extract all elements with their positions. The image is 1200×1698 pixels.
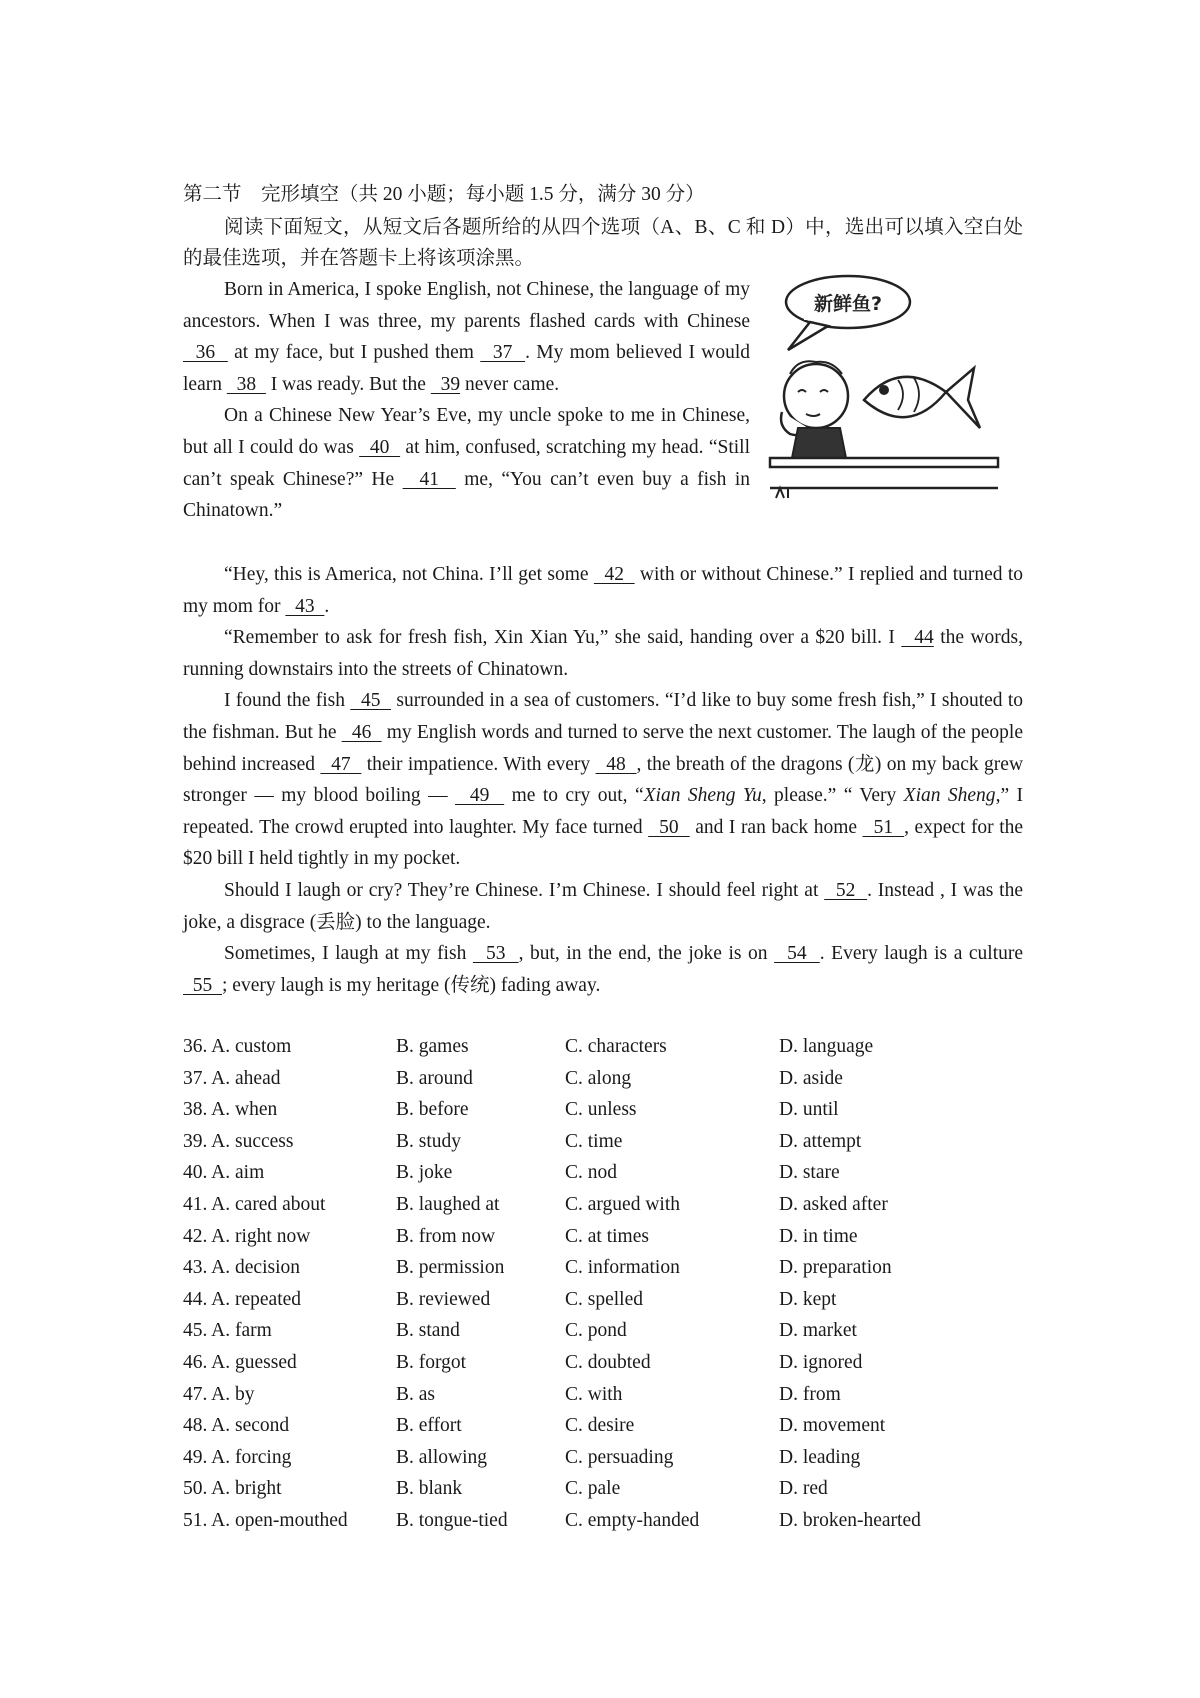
option-a[interactable]: 47. A. by bbox=[183, 1383, 255, 1405]
option-a[interactable]: 44. A. repeated bbox=[183, 1288, 302, 1310]
option-b[interactable]: B. forgot bbox=[396, 1351, 467, 1373]
option-d[interactable]: D. red bbox=[779, 1478, 828, 1500]
option-a[interactable]: 50. A. bright bbox=[183, 1478, 282, 1500]
question-48-options bbox=[183, 1410, 1023, 1442]
option-a[interactable]: 43. A. decision bbox=[183, 1257, 300, 1279]
option-a[interactable]: 36. A. custom bbox=[183, 1036, 292, 1057]
question-37-options bbox=[183, 1063, 1023, 1095]
blank-43: 43 bbox=[285, 595, 325, 617]
option-c[interactable]: C. characters bbox=[565, 1036, 667, 1057]
question-42-options bbox=[183, 1221, 1023, 1253]
question-36-options bbox=[183, 1031, 1023, 1063]
option-c[interactable]: C. at times bbox=[565, 1225, 649, 1247]
question-47-options bbox=[183, 1379, 1023, 1411]
question-49-options bbox=[183, 1442, 1023, 1474]
blank-40: 40 bbox=[359, 436, 401, 458]
question-38-options bbox=[183, 1094, 1023, 1126]
option-a[interactable]: 37. A. ahead bbox=[183, 1067, 281, 1089]
paragraph-7: Sometimes, I laugh at my fish 53 , but, in the end, the joke is on 54 . Every laugh is a culture 55 ; every laugh is my heritage (传统) fading away. bbox=[183, 943, 1024, 996]
option-d[interactable]: D. language bbox=[779, 1036, 874, 1057]
option-d[interactable]: D. market bbox=[779, 1320, 857, 1342]
question-50-options bbox=[183, 1473, 1023, 1505]
option-b[interactable]: B. before bbox=[396, 1099, 469, 1121]
paragraph-2: On a Chinese New Year’s Eve, my uncle spoke to me in Chinese, but all I could do was 40 at him, confused, scratching my head. “Still can’t speak Chinese?” He 41 me, “You can’t even buy a fish in Chinatown.” bbox=[183, 405, 750, 522]
passage-top bbox=[183, 274, 750, 527]
paragraph-4: “Remember to ask for fresh fish, Xin Xian Yu,” she said, handing over a $20 bill. I 44 the words, running downstairs into the streets of Chinatown. bbox=[183, 627, 1023, 680]
option-c[interactable]: C. desire bbox=[565, 1415, 635, 1437]
option-a[interactable]: 39. A. success bbox=[183, 1130, 294, 1152]
option-c[interactable]: C. pond bbox=[565, 1320, 627, 1342]
blank-49: 49 bbox=[455, 785, 505, 807]
option-b[interactable]: B. effort bbox=[396, 1415, 462, 1437]
option-a[interactable]: 48. A. second bbox=[183, 1415, 290, 1437]
blank-51: 51 bbox=[862, 816, 905, 838]
option-b[interactable]: B. allowing bbox=[396, 1446, 487, 1468]
blank-54: 54 bbox=[774, 943, 820, 965]
question-43-options bbox=[183, 1252, 1023, 1284]
blank-53: 53 bbox=[472, 943, 519, 965]
question-39-options bbox=[183, 1126, 1023, 1158]
option-b[interactable]: B. blank bbox=[396, 1478, 463, 1500]
blank-36: 36 bbox=[183, 342, 228, 364]
option-c[interactable]: C. spelled bbox=[565, 1288, 643, 1310]
option-b[interactable]: B. tongue-tied bbox=[396, 1509, 508, 1531]
option-d[interactable]: D. attempt bbox=[779, 1130, 862, 1152]
paragraph-6: Should I laugh or cry? They’re Chinese. I’m Chinese. I should feel right at 52 . Instead , I was the joke, a disgrace (丢脸) to the language. bbox=[183, 879, 1023, 933]
question-40-options bbox=[183, 1157, 1023, 1189]
option-c[interactable]: C. nod bbox=[565, 1162, 618, 1184]
question-41-options bbox=[183, 1189, 1023, 1221]
question-45-options bbox=[183, 1315, 1023, 1347]
option-b[interactable]: B. study bbox=[396, 1130, 462, 1152]
option-b[interactable]: B. as bbox=[396, 1383, 435, 1405]
passage-bottom bbox=[183, 559, 1023, 1001]
option-b[interactable]: B. games bbox=[396, 1036, 469, 1057]
question-51-options bbox=[183, 1505, 1023, 1537]
option-a[interactable]: 49. A. forcing bbox=[183, 1446, 292, 1468]
option-b[interactable]: B. from now bbox=[396, 1225, 496, 1247]
option-c[interactable]: C. information bbox=[565, 1257, 680, 1279]
option-c[interactable]: C. empty-handed bbox=[565, 1509, 700, 1531]
blank-46: 46 bbox=[341, 721, 382, 743]
question-46-options bbox=[183, 1347, 1023, 1379]
section-heading: 第二节 完形填空（共 20 小题；每小题 1.5 分，满分 30 分） bbox=[183, 184, 705, 205]
option-a[interactable]: 46. A. guessed bbox=[183, 1351, 297, 1373]
option-a[interactable]: 42. A. right now bbox=[183, 1225, 311, 1247]
option-a[interactable]: 51. A. open-mouthed bbox=[183, 1509, 348, 1531]
option-d[interactable]: D. leading bbox=[779, 1446, 861, 1468]
paragraph-1: Born in America, I spoke English, not Chinese, the language of my ancestors. When I was three, my parents flashed cards with Chinese 36 at my face, but I pushed them 37 . My mom believed I would learn 38 I was ready. But the 39 never came. bbox=[183, 279, 751, 395]
blank-42: 42 bbox=[593, 564, 635, 585]
option-c[interactable]: C. argued with bbox=[565, 1193, 681, 1215]
option-c[interactable]: C. unless bbox=[565, 1099, 637, 1121]
option-d[interactable]: D. from bbox=[779, 1383, 841, 1405]
option-d[interactable]: D. aside bbox=[779, 1067, 843, 1089]
blank-41: 41 bbox=[402, 468, 456, 490]
option-d[interactable]: D. movement bbox=[779, 1415, 886, 1437]
option-d[interactable]: D. kept bbox=[779, 1288, 837, 1310]
blank-45: 45 bbox=[350, 690, 392, 712]
blank-47: 47 bbox=[320, 753, 362, 775]
paragraph-3: “Hey, this is America, not China. I’ll get some 42 with or without Chinese.” I replied and turned to my mom for 43 . bbox=[183, 564, 1024, 617]
option-b[interactable]: B. reviewed bbox=[396, 1288, 491, 1310]
option-c[interactable]: C. persuading bbox=[565, 1446, 674, 1468]
blank-52: 52 bbox=[824, 879, 868, 901]
option-c[interactable]: C. along bbox=[565, 1067, 632, 1089]
option-b[interactable]: B. stand bbox=[396, 1320, 460, 1342]
option-d[interactable]: D. ignored bbox=[779, 1351, 863, 1373]
blank-55: 55 bbox=[183, 974, 222, 996]
option-d[interactable]: D. stare bbox=[779, 1162, 840, 1184]
option-d[interactable]: D. preparation bbox=[779, 1257, 892, 1279]
answer-options bbox=[183, 1031, 1023, 1537]
option-d[interactable]: D. until bbox=[779, 1099, 839, 1121]
option-a[interactable]: 41. A. cared about bbox=[183, 1193, 326, 1215]
option-a[interactable]: 45. A. farm bbox=[183, 1320, 272, 1342]
option-c[interactable]: C. with bbox=[565, 1383, 623, 1405]
blank-37: 37 bbox=[480, 342, 526, 364]
option-b[interactable]: B. laughed at bbox=[396, 1193, 500, 1215]
paragraph-5: I found the fish 45 surrounded in a sea of customers. “I’d like to buy some fresh fish,” I shouted to the fishman. But he 46 my English words and turned to serve the next customer. The laugh of the people behind increased 47 their impatience. With every 48 , the breath of the dragons (龙) on my back grew stronger — my blood boiling — 49 me to cry out, “Xian Sheng Yu, please.” “ Very Xian Sheng,” I repeated. The crowd erupted into laughter. My face turned 50 and I ran back home 51 , expect for the $20 bill I held tightly in my pocket. bbox=[183, 690, 1024, 870]
option-d[interactable]: D. asked after bbox=[779, 1193, 888, 1215]
blank-50: 50 bbox=[648, 816, 690, 838]
blank-38: 38 bbox=[226, 373, 266, 395]
option-d[interactable]: D. broken-hearted bbox=[779, 1509, 921, 1531]
blank-44: 44 bbox=[901, 627, 934, 649]
option-d[interactable]: D. in time bbox=[779, 1225, 858, 1247]
speech-bubble-text: 新鲜鱼? bbox=[813, 293, 883, 315]
option-b[interactable]: B. joke bbox=[396, 1162, 453, 1184]
option-a[interactable]: 38. A. when bbox=[183, 1099, 278, 1121]
option-b[interactable]: B. permission bbox=[396, 1257, 505, 1279]
option-b[interactable]: B. around bbox=[396, 1067, 473, 1089]
option-c[interactable]: C. time bbox=[565, 1130, 623, 1152]
blank-48: 48 bbox=[595, 753, 637, 775]
boy-and-fish-illustration bbox=[768, 262, 1004, 502]
question-44-options bbox=[183, 1284, 1023, 1316]
option-c[interactable]: C. doubted bbox=[565, 1351, 651, 1373]
option-c[interactable]: C. pale bbox=[565, 1478, 621, 1500]
blank-39: 39 bbox=[430, 373, 461, 395]
section-instructions: 阅读下面短文，从短文后各题所给的从四个选项（A、B、C 和 D）中，选出可以填入空白处的最佳选项，并在答题卡上将该项涂黑。 bbox=[183, 217, 1023, 269]
option-a[interactable]: 40. A. aim bbox=[183, 1162, 265, 1184]
